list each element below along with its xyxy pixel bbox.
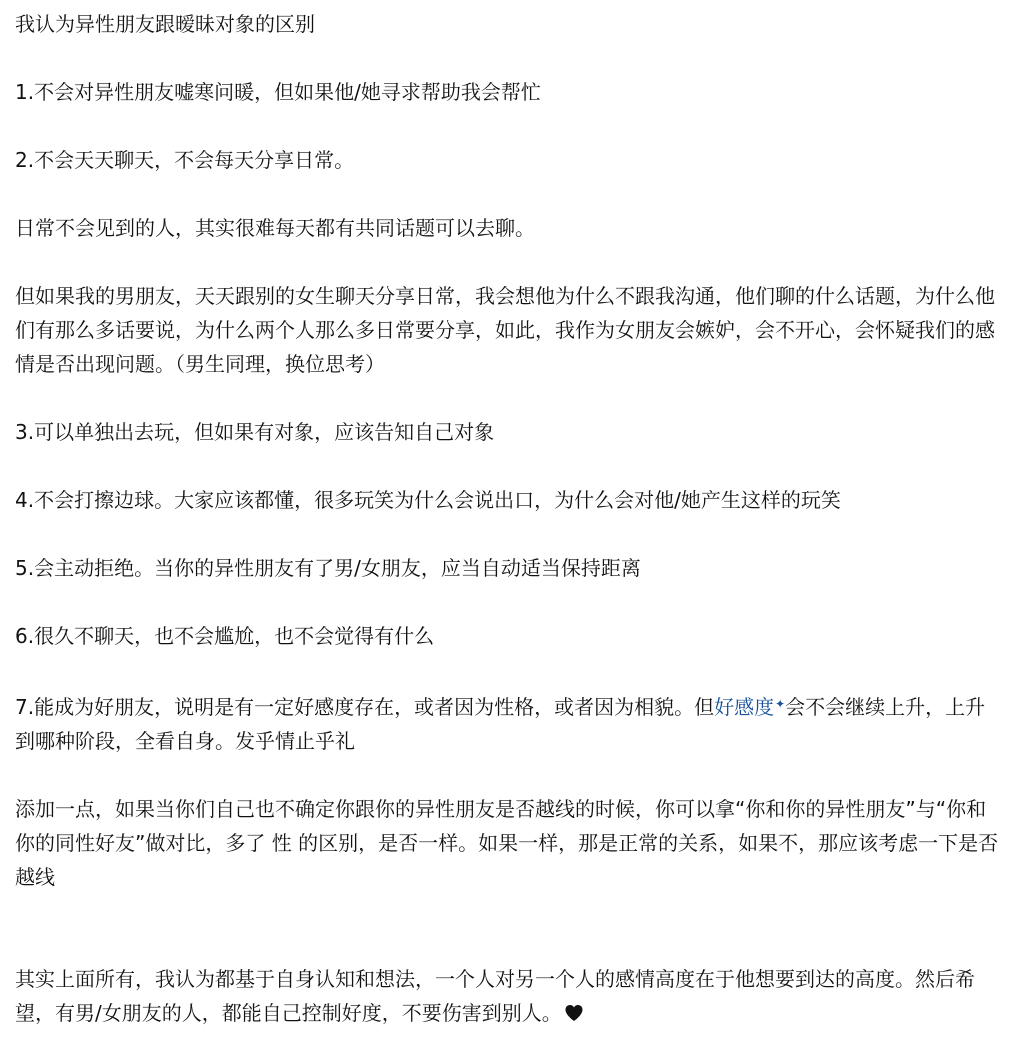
- paragraph-1: 1.不会对异性朋友嘘寒问暖，但如果他/她寻求帮助我会帮忙: [15, 80, 541, 104]
- article-body: [15, 7, 1005, 1030]
- paragraph-9-start: 7.能成为好朋友，说明是有一定好感度存在，或者因为性格，或者因为相貌。但: [15, 695, 715, 719]
- paragraph-5: 3.可以单独出去玩，但如果有对象，应该告知自己对象: [15, 420, 495, 444]
- sparkle-icon[interactable]: ✦: [775, 697, 786, 711]
- paragraph-8: 6.很久不聊天，也不会尴尬，也不会觉得有什么: [15, 624, 435, 648]
- paragraph-6: 4.不会打擦边球。大家应该都懂，很多玩笑为什么会说出口，为什么会对他/她产生这样的玩笑: [15, 488, 841, 512]
- keyword-link-haoganDu[interactable]: 好感度: [714, 695, 775, 719]
- paragraph-7: 5.会主动拒绝。当你的异性朋友有了男/女朋友，应当自动适当保持距离: [15, 556, 641, 580]
- paragraph-11-text: 其实上面所有，我认为都基于自身认知和想法，一个人对另一个人的感情高度在于他想要到达的高度。然后希望，有男/女朋友的人，都能自己控制好度，不要伤害到别人。: [15, 967, 975, 1025]
- paragraph-2: 2.不会天天聊天，不会每天分享日常。: [15, 148, 355, 172]
- article-title-line: 我认为异性朋友跟暧昧对象的区别: [15, 12, 315, 36]
- paragraph-3: 日常不会见到的人，其实很难每天都有共同话题可以去聊。: [15, 216, 535, 240]
- paragraph-9-end: 会不会继续上升，上升到哪种阶段，全看自身。发乎情止乎礼: [15, 695, 986, 753]
- heart-icon: [564, 1003, 584, 1023]
- paragraph-9: [15, 687, 1005, 758]
- paragraph-4: 但如果我的男朋友，天天跟别的女生聊天分享日常，我会想他为什么不跟我沟通，他们聊的什么话题，为什么他们有那么多话要说，为什么两个人那么多日常要分享，如此，我作为女朋友会嫉妒，会不开心，会怀疑我们的感情是否出现问题。（男生同理，换位思考）: [15, 284, 995, 376]
- paragraph-10: 添加一点，如果当你们自己也不确定你跟你的异性朋友是否越线的时候，你可以拿“你和你的异性朋友”与“你和你的同性好友”做对比，多了 性 的区别，是否一样。如果一样，那是正常的关系，如果不，那应该考虑一下是否越线: [15, 797, 999, 889]
- paragraph-11: [15, 962, 1005, 1030]
